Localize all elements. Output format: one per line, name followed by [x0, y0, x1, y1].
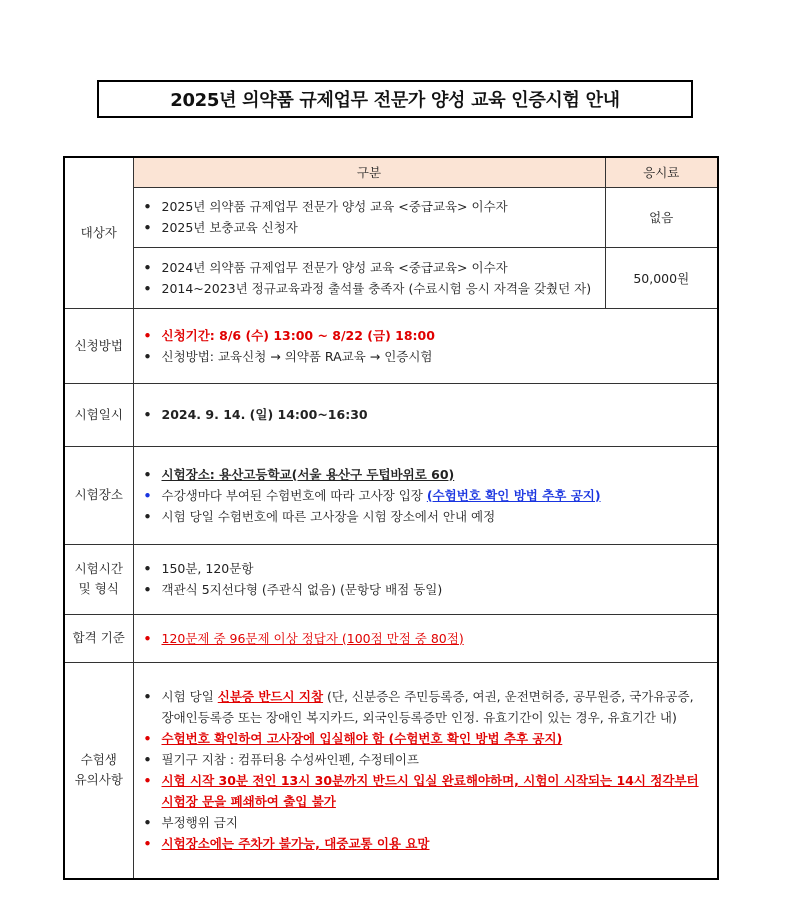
list-item [144, 728, 710, 749]
venue-entry-text: 수강생마다 부여된 수험번호에 따라 고사장 입장 [161, 487, 427, 503]
list-item: • 시험 당일 수험번호에 따른 고사장을 시험 장소에서 안내 예정 [144, 506, 710, 527]
list-item: • 객관식 5지선다형 (주관식 없음) (문항당 배점 동일) [144, 579, 710, 600]
notes-check-number: 수험번호 확인하여 고사장에 입실해야 함 (수험번호 확인 방법 추후 공지) [161, 731, 563, 747]
exam-date-list [134, 404, 718, 425]
notes-label [64, 662, 133, 879]
notes-id-emphasis: 신분증 반드시 지참 [217, 689, 324, 705]
application-label: 신청방법 [64, 308, 133, 383]
list-item: • 2025년 보충교육 신청자 [144, 217, 597, 238]
application-list [134, 325, 718, 367]
list-item: • 2025년 의약품 규제업무 전문가 양성 교육 <중급교육> 이수자 [144, 196, 597, 217]
category-header: 구분 [133, 157, 605, 187]
application-period: 신청기간: 8/6 (수) 13:00 ~ 8/22 (금) 18:00 [161, 327, 435, 343]
exam-info-table [63, 156, 719, 880]
venue-entry-note: (수험번호 확인 방법 추후 공지) [426, 487, 601, 503]
notes-list [134, 686, 718, 854]
list-item: • 2014~2023년 정규교육과정 출석률 충족자 (수료시험 응시 자격을 갖췄던 자) [144, 278, 597, 299]
fee-free: 없음 [605, 187, 718, 247]
format-label-line2: 및 형식 [78, 581, 119, 596]
list-item [144, 325, 710, 346]
format-list [134, 558, 718, 600]
page-title: 2025년 의약품 규제업무 전문가 양성 교육 인증시험 안내 [170, 90, 620, 111]
notes-id-prefix: 시험 당일 [161, 689, 218, 705]
format-label-line1: 시험시간 [74, 561, 123, 576]
venue-label: 시험장소 [64, 446, 133, 544]
notes-id-rest: (단, 신분증은 주민등록증, 여권, 운전면허증, 공무원증, 국가유공증, 장애인등록증 또는 장애인 복지카드, 외국인등록증만 인정. 유효기간이 있는 경우, 유효기간 내) [161, 689, 694, 726]
eligibility-label: 대상자 [64, 157, 133, 308]
venue-location: 시험장소: 용산고등학교(서울 용산구 두텁바위로 60) [161, 466, 455, 482]
list-item: • 150분, 120문항 [144, 558, 710, 579]
list-item: • 부정행위 금지 [144, 812, 710, 833]
list-item [144, 404, 710, 425]
exam-date-label: 시험일시 [64, 383, 133, 446]
list-item [144, 686, 710, 728]
passing-label: 합격 기준 [64, 614, 133, 662]
venue-list [134, 464, 718, 527]
notes-parking: 시험장소에는 주차가 불가능, 대중교통 이용 요망 [161, 836, 430, 852]
list-item: • 신청방법: 교육신청 → 의약품 RA교육 → 인증시험 [144, 346, 710, 367]
eligibility-group-2 [134, 257, 605, 299]
list-item [144, 833, 710, 854]
list-item: • 2024년 의약품 규제업무 전문가 양성 교육 <중급교육> 이수자 [144, 257, 597, 278]
fee-header: 응시료 [605, 157, 718, 187]
eligibility-group-1 [134, 196, 605, 238]
title-box [97, 80, 693, 118]
list-item [144, 464, 710, 485]
passing-criteria: 120문제 중 96문제 이상 정답자 (100점 만점 중 80점) [161, 630, 464, 646]
list-item [144, 770, 710, 812]
format-label [64, 544, 133, 614]
exam-date-value: 2024. 9. 14. (일) 14:00~16:30 [161, 407, 368, 422]
passing-list [134, 628, 718, 649]
notes-arrival: 시험 시작 30분 전인 13시 30분까지 반드시 입실 완료해야하며, 시험이 시작되는 14시 정각부터 시험장 문을 폐쇄하여 출입 불가 [161, 773, 699, 810]
list-item [144, 485, 710, 506]
fee-paid: 50,000원 [605, 247, 718, 308]
list-item [144, 628, 710, 649]
list-item: • 필기구 지참 : 컴퓨터용 수성싸인펜, 수정테이프 [144, 749, 710, 770]
notes-label-line2: 유의사항 [74, 772, 123, 788]
notes-label-line1: 수험생 [80, 752, 117, 768]
